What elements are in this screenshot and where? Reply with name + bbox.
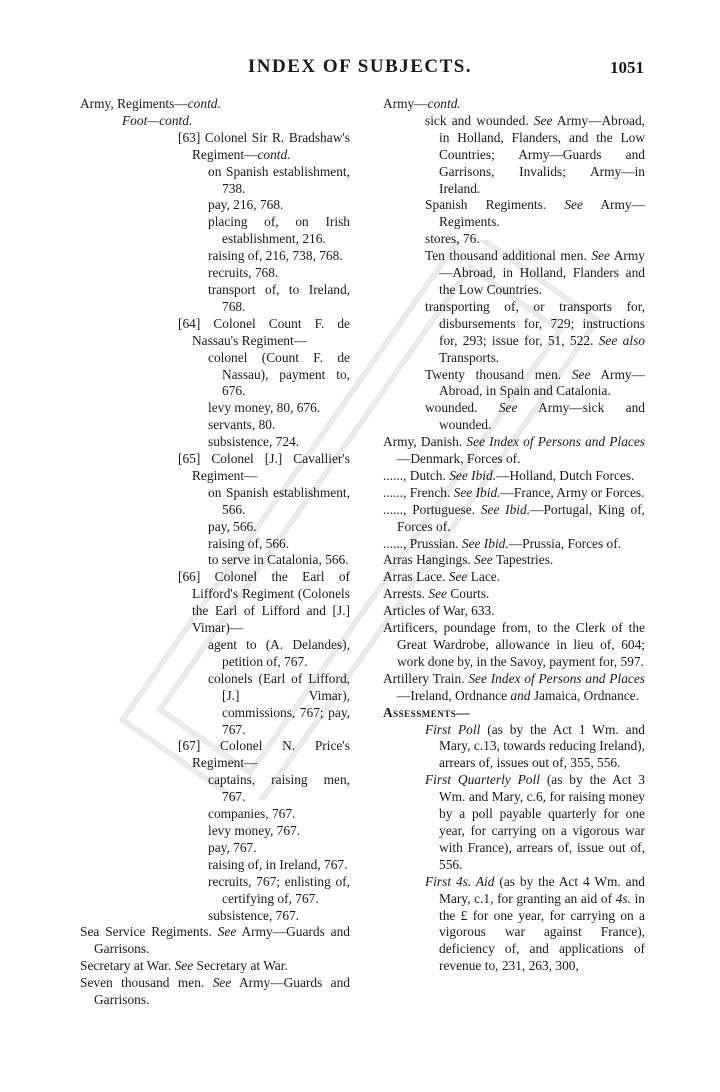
index-entry: raising of, in Ireland, 767. xyxy=(208,856,348,872)
index-entry: Assessments— xyxy=(383,704,471,720)
index-entry: ......, Portuguese. See Ibid.—Portugal, King of, Forces of. xyxy=(383,501,645,534)
index-entry: placing of, on Irish establishment, 216. xyxy=(208,214,350,247)
index-entry: transport of, to Ireland, 768. xyxy=(208,281,350,314)
index-entry: Articles of War, 633. xyxy=(383,603,495,619)
index-entry: First Poll (as by the Act 1 Wm. and Mary, c.13, towards reducing Ireland), arrears of, issues out of, 355, 556. xyxy=(425,721,645,771)
index-entry: agent to (A. Delandes), petition of, 767. xyxy=(208,637,350,669)
index-entry: Arras Lace. See Lace. xyxy=(383,569,501,585)
index-entry: Army, Regiments—contd. xyxy=(80,96,221,111)
index-entry: recruits, 768. xyxy=(208,265,279,281)
index-entry: Spanish Regiments. See Army—Regiments. xyxy=(425,197,645,230)
index-entry: levy money, 80, 676. xyxy=(208,400,321,416)
page-number: 1051 xyxy=(610,58,644,77)
index-entry: Secretary at War. See Secretary at War. xyxy=(80,958,288,974)
index-entry: First 4s. Aid (as by the Act 4 Wm. and Mary, c.1, for granting an aid of 4s. in the £ for one year, for carrying on a vigorous war against France), deficiency of, and applications of revenue to, 231, 263, 300, xyxy=(425,873,646,974)
index-entry: [64] Colonel Count F. de Nassau's Regiment— xyxy=(178,315,350,348)
index-entry: pay, 767. xyxy=(208,839,257,855)
running-title: INDEX OF SUBJECTS. xyxy=(247,56,473,77)
index-entry: Army—contd. xyxy=(383,96,461,111)
index-entry: Foot—contd. xyxy=(122,112,193,128)
index-entry: transporting of, or transports for, disbursements for, 729; instructions for, 293; issue for, 51, 522. See also Transports. xyxy=(425,298,645,365)
index-entry: servants, 80. xyxy=(208,417,276,433)
index-entry: to serve in Catalonia, 566. xyxy=(208,552,349,568)
index-entry: captains, raising men, 767. xyxy=(208,772,350,805)
index-entry: on Spanish establishment, 566. xyxy=(208,484,350,517)
index-entry: First Quarterly Poll (as by the Act 3 Wm. and Mary, c.6, for raising money by a poll payable quarterly for one year, for carrying on a vigorous war with France), arrears of, issue out of, 556. xyxy=(425,772,645,872)
index-entry: pay, 216, 768. xyxy=(208,197,284,213)
right-index-column xyxy=(383,96,645,975)
index-entry: Ten thousand additional men. See Army—Abroad, in Holland, Flanders and the Low Countries. xyxy=(425,248,645,297)
index-entry: wounded. See Army—sick and wounded. xyxy=(425,400,645,433)
index-entry: [66] Colonel the Earl of Lifford's Regiment (Colonels the Earl of Lifford and [J.] Vimar)— xyxy=(178,569,350,636)
index-entry: pay, 566. xyxy=(208,518,257,534)
index-entry: Artillery Train. See Index of Persons and Places—Ireland, Ordnance and Jamaica, Ordnance. xyxy=(383,670,645,703)
index-entry: raising of, 216, 738, 768. xyxy=(208,248,343,264)
index-entry: ......, French. See Ibid.—France, Army or Forces. xyxy=(383,484,645,500)
index-entry: ......, Dutch. See Ibid.—Holland, Dutch Forces. xyxy=(383,467,635,483)
index-entry: subsistence, 724. xyxy=(208,434,300,450)
index-entry: [67] Colonel N. Price's Regiment— xyxy=(178,738,350,771)
index-entry: colonels (Earl of Lifford, [J.] Vimar), commissions, 767; pay, 767. xyxy=(208,670,350,737)
index-entry: companies, 767. xyxy=(208,806,296,822)
index-entry: Arras Hangings. See Tapestries. xyxy=(383,552,554,568)
index-entry: levy money, 767. xyxy=(208,822,301,838)
index-entry: [63] Colonel Sir R. Bradshaw's Regiment—contd. xyxy=(178,129,350,162)
running-header xyxy=(0,56,720,86)
index-entry: Sea Service Regiments. See Army—Guards and Garrisons. xyxy=(80,924,350,957)
index-entry: on Spanish establishment, 738. xyxy=(208,163,350,196)
index-entry: Army, Danish. See Index of Persons and Places—Denmark, Forces of. xyxy=(383,434,645,467)
index-entry: ......, Prussian. See Ibid.—Prussia, Forces of. xyxy=(383,535,622,551)
index-entry: [65] Colonel [J.] Cavallier's Regiment— xyxy=(178,451,350,483)
index-entry: stores, 76. xyxy=(425,231,480,247)
left-index-column xyxy=(80,96,350,1009)
index-entry: Twenty thousand men. See Army—Abroad, in Spain and Catalonia. xyxy=(425,366,645,399)
index-entry: sick and wounded. See Army—Abroad, in Holland, Flanders, and the Low Countries; Army—Guards and Garrisons, Invalids; Army—in Ireland. xyxy=(425,112,645,196)
index-entry: colonel (Count F. de Nassau), payment to, 676. xyxy=(208,349,350,399)
index-entry: raising of, 566. xyxy=(208,535,290,551)
index-entry: subsistence, 767. xyxy=(208,907,300,923)
index-entry: recruits, 767; enlisting of, certifying of, 767. xyxy=(208,873,350,906)
index-entry: Artificers, poundage from, to the Clerk of the Great Wardrobe, allowance in lieu of, 604; work done by, in the Savoy, payment for, 597. xyxy=(383,620,645,669)
index-entry: Arrests. See Courts. xyxy=(383,586,490,602)
index-entry: Seven thousand men. See Army—Guards and Garrisons. xyxy=(80,975,350,1008)
